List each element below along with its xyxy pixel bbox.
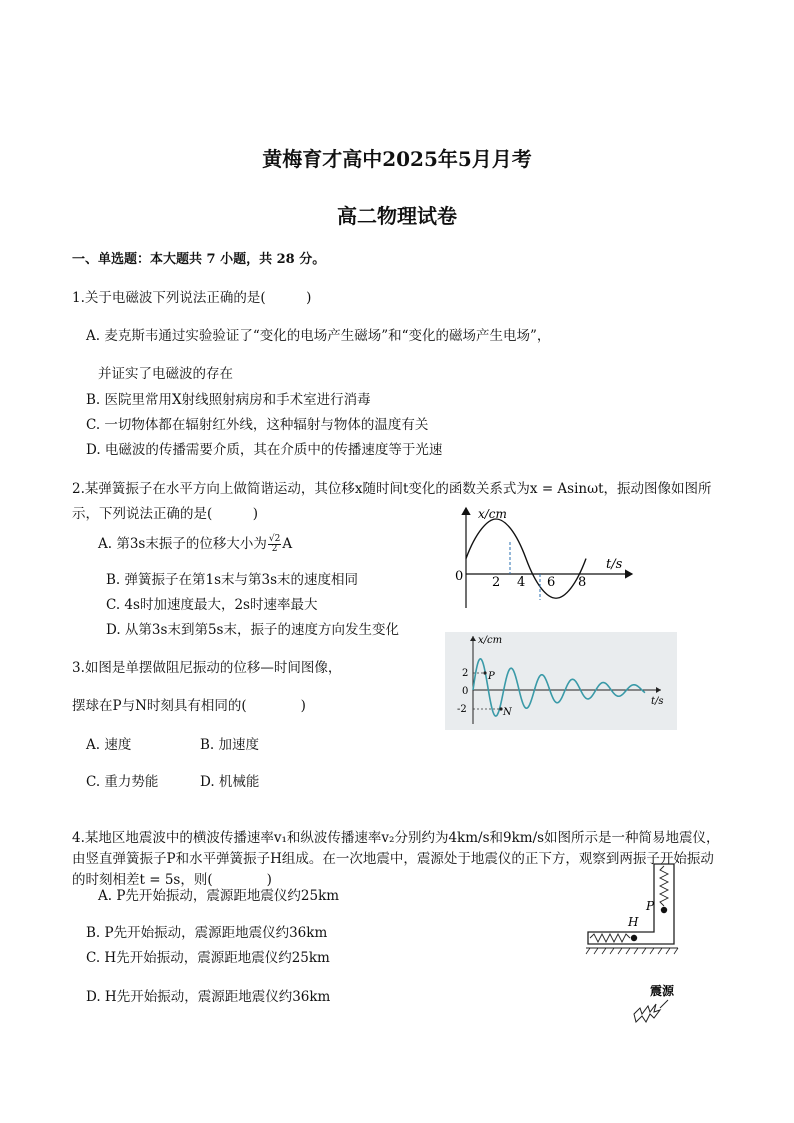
q1-option-a-line2: 并证实了电磁波的存在 xyxy=(98,366,233,382)
q4-source-label: 震源 xyxy=(650,984,675,998)
q2-y-label: x/cm xyxy=(478,507,507,521)
q2-option-a-text: A. 第3s末振子的位移大小为 xyxy=(98,536,267,552)
q4-source-arrow xyxy=(660,1000,668,1008)
q3-point-p xyxy=(483,671,486,674)
q1-option-a-line1: A. 麦克斯韦通过实验验证了“变化的电场产生磁场”和“变化的磁场产生电场”， xyxy=(86,328,551,344)
q2-tick-6: 6 xyxy=(547,575,556,590)
q2-sine-curve xyxy=(466,519,586,598)
q3-stem-line2: 摆球在P与N时刻具有相同的( ) xyxy=(72,698,306,714)
q2-fraction-numerator: √2 xyxy=(268,534,281,544)
q3-x-label: t/s xyxy=(651,696,664,707)
q2-tick-4: 4 xyxy=(517,575,526,590)
q2-option-a xyxy=(98,532,292,554)
q2-option-b: B. 弹簧振子在第1s末与第3s末的速度相同 xyxy=(106,572,359,588)
q3-y-tick-0: 0 xyxy=(462,686,469,697)
q2-stem-line2: 示，下列说法正确的是( ) xyxy=(72,506,259,522)
q3-option-b: B. 加速度 xyxy=(200,737,260,753)
q2-option-d: D. 从第3s末到第5s末，振子的速度方向发生变化 xyxy=(106,622,399,638)
q3-graph-background xyxy=(445,632,677,730)
q4-source-burst-icon xyxy=(634,1004,660,1022)
q2-option-a-fraction xyxy=(268,535,281,554)
q4-ground-hatch xyxy=(586,948,678,954)
q3-option-c: C. 重力势能 xyxy=(86,774,159,790)
section-heading: 一、单选题：本大题共 7 小题，共 28 分。 xyxy=(72,252,326,267)
q4-vertical-spring xyxy=(660,866,668,906)
q3-stem-line1: 3.如图是单摆做阻尼振动的位移—时间图像， xyxy=(72,660,342,676)
q2-option-c: C. 4s时加速度最大，2s时速率最大 xyxy=(106,597,318,613)
q3-y-tick-2: 2 xyxy=(462,668,469,679)
q3-damped-graph xyxy=(445,632,677,730)
q2-fraction-denominator: 2 xyxy=(271,544,278,554)
q3-label-n: N xyxy=(503,707,512,718)
q1-option-c: C. 一切物体都在辐射红外线，这种辐射与物体的温度有关 xyxy=(86,417,429,433)
q3-option-a: A. 速度 xyxy=(86,737,132,753)
q3-y-tick-neg2: -2 xyxy=(457,704,467,715)
q4-horizontal-spring xyxy=(590,934,630,942)
q4-label-p: P xyxy=(646,899,655,913)
q2-tick-8: 8 xyxy=(578,575,587,590)
q4-label-h: H xyxy=(628,915,639,929)
q4-frame xyxy=(588,864,674,944)
q2-tick-2: 2 xyxy=(492,575,501,590)
exam-subtitle: 高二物理试卷 xyxy=(337,204,457,228)
q4-seismometer-figure xyxy=(584,862,694,1032)
q4-option-b: B. P先开始振动，震源距地震仪约36km xyxy=(86,925,328,941)
q4-option-c: C. H先开始振动，震源距地震仪约25km xyxy=(86,950,330,966)
q2-option-a-suffix: A xyxy=(282,536,293,552)
q4-stem: 4.某地区地震波中的横波传播速率v₁和纵波传播速率v₂分别约为4km/s和9km/s如图所示是一种简易地震仪，由竖直弹簧振子P和水平弹簧振子H组成。在一次地震中，震源处于地震仪的正下方，观察到两振子开始振动的时刻相差t = 5s，则( ) xyxy=(72,830,720,888)
exam-title: 黄梅育才高中2025年5月月考 xyxy=(262,147,532,171)
q4-option-a: A. P先开始振动，震源距地震仪约25km xyxy=(98,888,340,904)
q3-label-p: P xyxy=(488,671,495,682)
q2-stem-line1: 2.某弹簧振子在水平方向上做简谐运动，其位移x随时间t变化的函数关系式为x = Asinωt，振动图像如图所 xyxy=(72,481,712,497)
q1-option-d: D. 电磁波的传播需要介质，其在介质中的传播速度等于光速 xyxy=(86,442,443,458)
q4-mass-p xyxy=(661,907,667,913)
q3-option-d: D. 机械能 xyxy=(200,774,260,790)
q4-option-d: D. H先开始振动，震源距地震仪约36km xyxy=(86,989,331,1005)
q3-y-label: x/cm xyxy=(478,635,503,646)
q1-stem: 1.关于电磁波下列说法正确的是( ) xyxy=(72,290,312,306)
q2-origin-label: 0 xyxy=(455,569,464,584)
q2-x-label: t/s xyxy=(606,557,623,572)
q1-option-b: B. 医院里常用X射线照射病房和手术室进行消毒 xyxy=(86,392,371,408)
q2-vibration-graph xyxy=(450,500,640,615)
q4-mass-h xyxy=(631,935,637,941)
